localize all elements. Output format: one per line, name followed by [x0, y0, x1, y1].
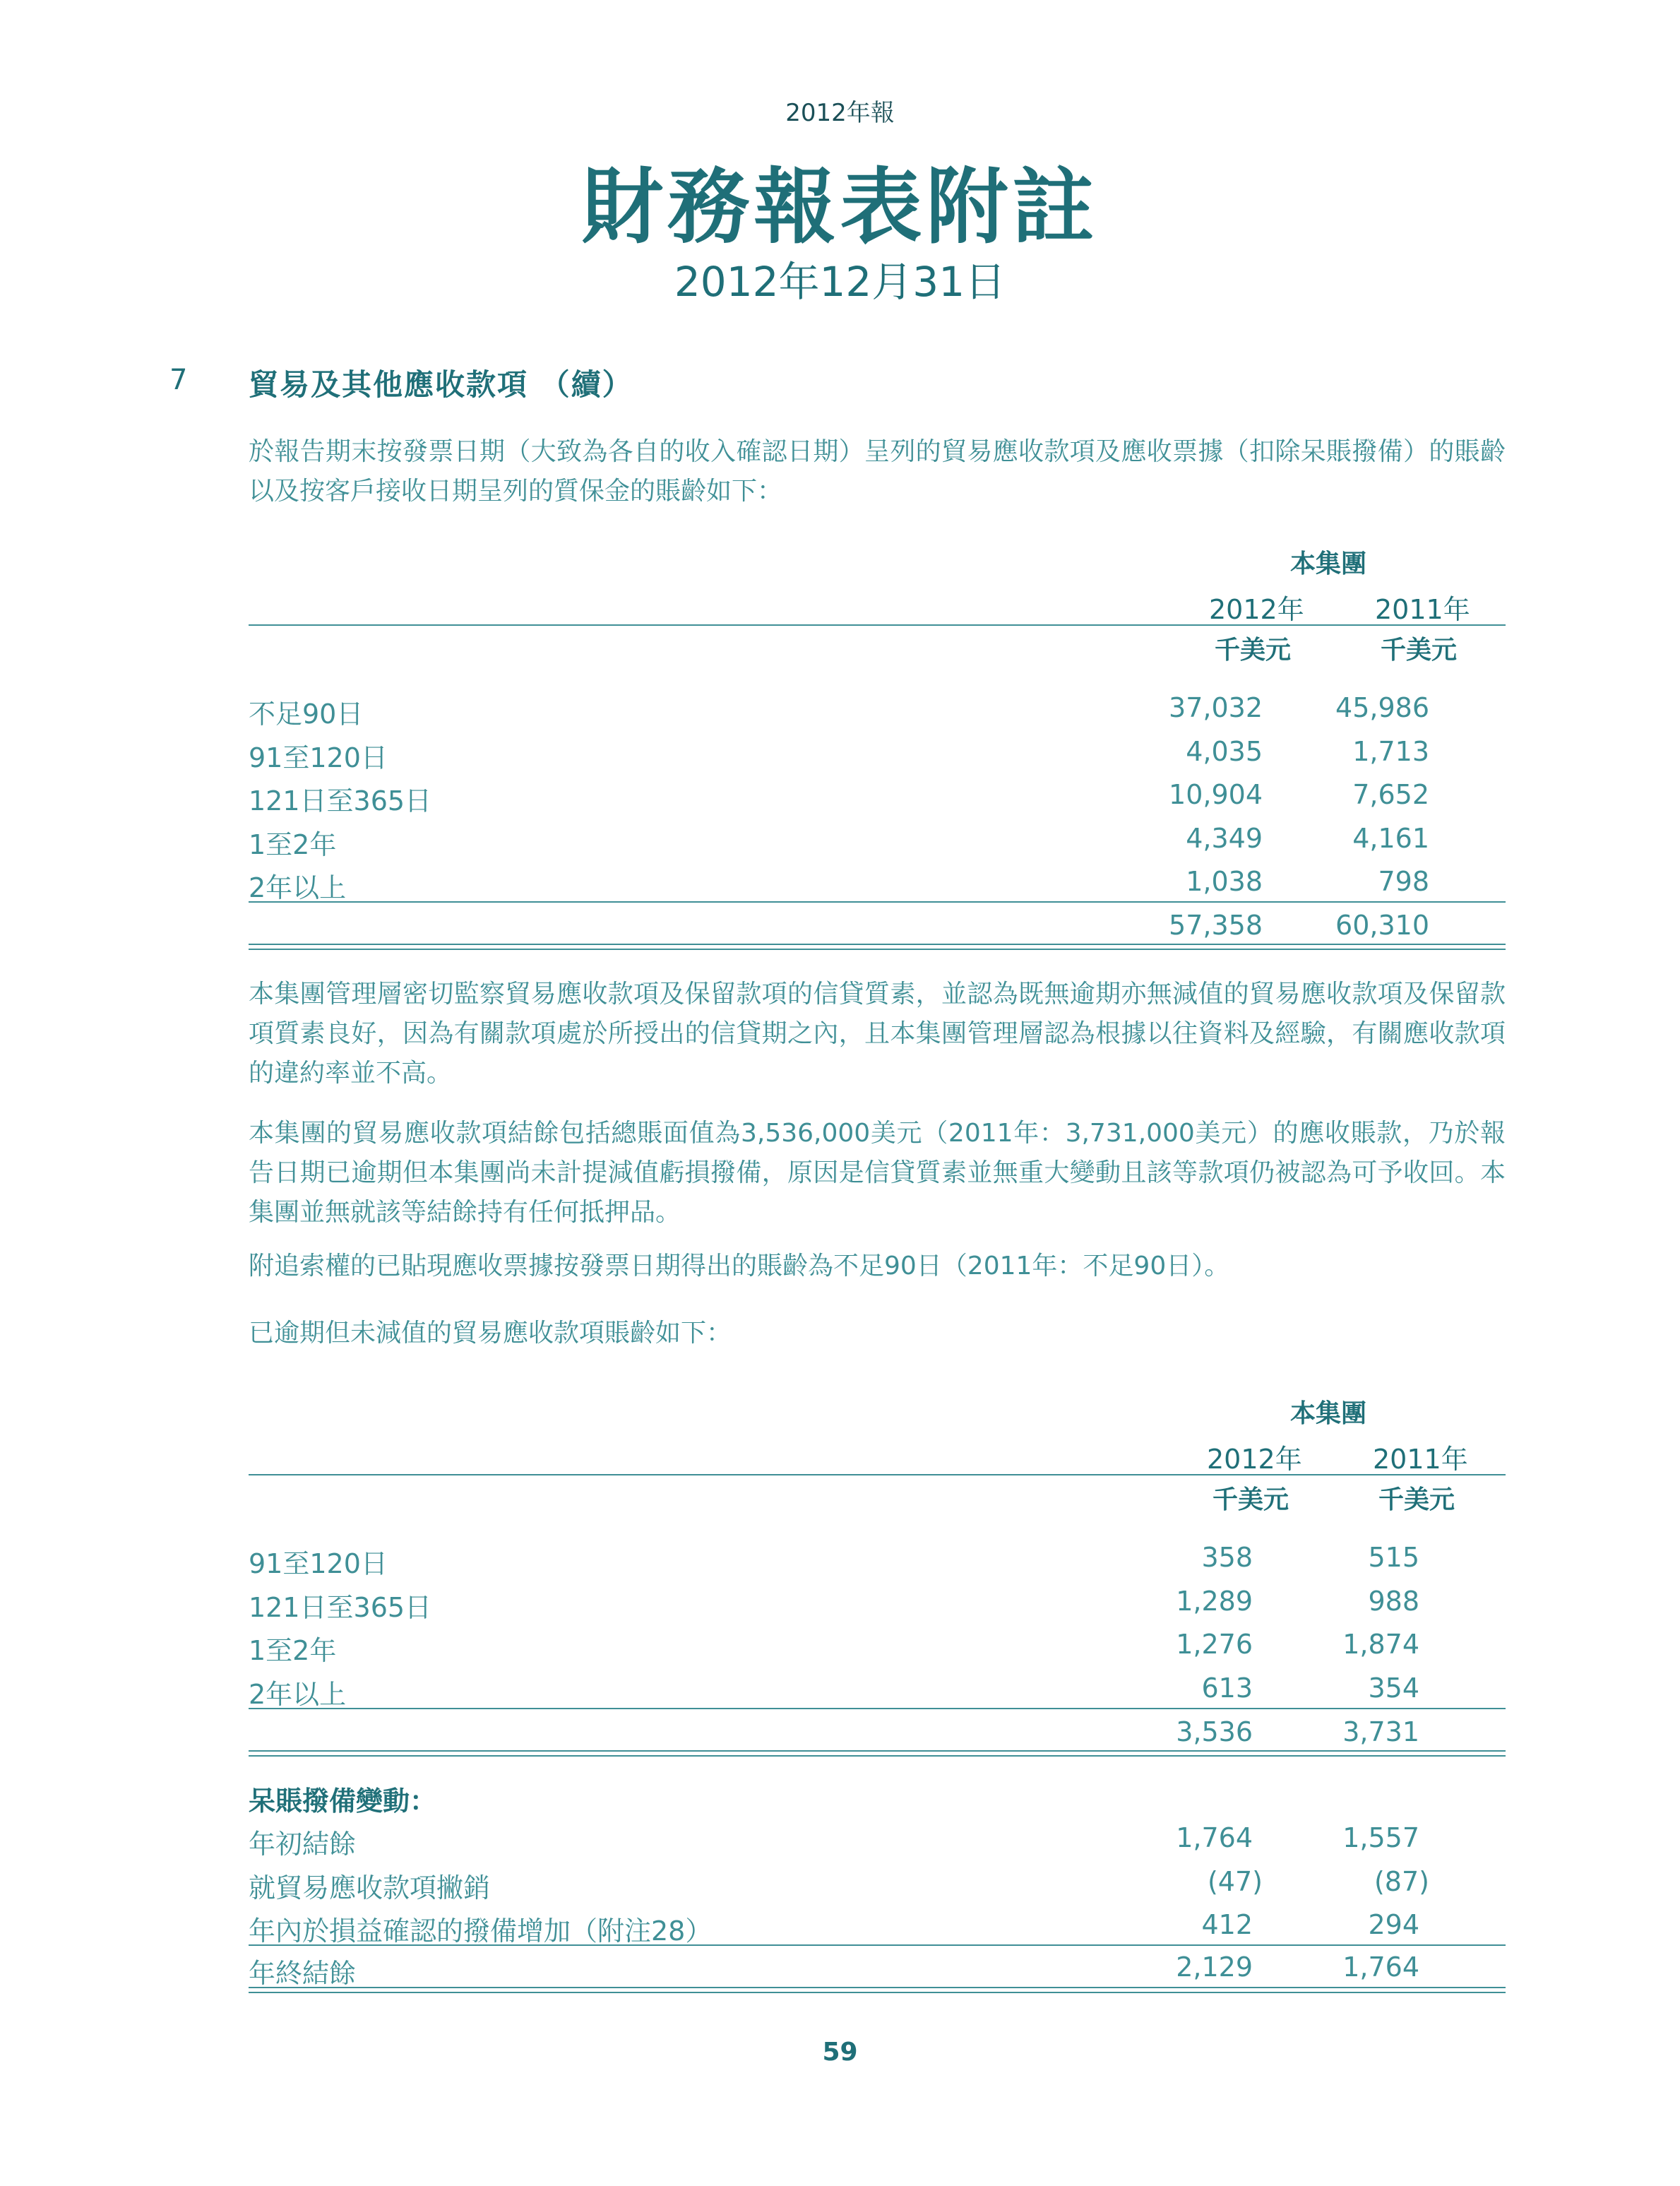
- value-2012: (47): [1207, 1866, 1263, 1897]
- value-2011: (87): [1374, 1866, 1429, 1897]
- value-2011: 1,874: [1342, 1629, 1419, 1660]
- table2-group-header: 本集團: [1290, 1399, 1367, 1428]
- value-2012: 10,904: [1169, 779, 1263, 810]
- report-label: 2012年報: [785, 99, 895, 127]
- row-label: 91至120日: [249, 1548, 388, 1579]
- table2-unit-2011: 千美元: [1378, 1485, 1455, 1514]
- row-label: 2年以上: [249, 872, 347, 903]
- closing-2012: 2,129: [1176, 1952, 1253, 1983]
- intro-paragraph: 於報告期末按發票日期（大致為各自的收入確認日期）呈列的貿易應收款項及應收票據（扣除呆賬撥備）的賬齡以及按客戶接收日期呈列的質保金的賬齡如下：: [249, 437, 1506, 506]
- value-2011: 798: [1378, 866, 1429, 897]
- table2-closing-rule: [249, 1944, 1506, 1946]
- table2-total-rule-bottom: [249, 1755, 1506, 1757]
- table2-year-2011: 2011年: [1373, 1444, 1468, 1475]
- value-2012: 4,035: [1186, 736, 1263, 767]
- total-2011: 3,731: [1342, 1716, 1419, 1747]
- value-2012: 1,038: [1186, 866, 1263, 897]
- value-2012: 37,032: [1169, 692, 1263, 723]
- section-number: 7: [169, 364, 188, 396]
- value-2011: 1,713: [1352, 736, 1429, 767]
- table2-year-2012: 2012年: [1207, 1444, 1302, 1475]
- value-2012: 1,276: [1176, 1629, 1253, 1660]
- table1-header-rule: [249, 624, 1506, 626]
- total-2012: 3,536: [1176, 1716, 1253, 1747]
- value-2012: 358: [1201, 1542, 1253, 1573]
- value-2011: 4,161: [1352, 823, 1429, 854]
- table2-subtotal-rule: [249, 1708, 1506, 1709]
- row-label: 1至2年: [249, 1635, 337, 1666]
- value-2012: 1,289: [1176, 1586, 1253, 1617]
- value-2011: 354: [1368, 1673, 1419, 1704]
- row-label: 121日至365日: [249, 785, 432, 816]
- discounted-bills-paragraph: 附追索權的已貼現應收票據按發票日期得出的賬齡為不足90日（2011年：不足90日）。: [249, 1252, 1230, 1281]
- table1-unit-2011: 千美元: [1381, 636, 1458, 665]
- table1-year-2011: 2011年: [1375, 594, 1470, 625]
- value-2011: 45,986: [1335, 692, 1429, 723]
- table2-closing-rule-bottom: [249, 1992, 1506, 1993]
- page-number: 59: [822, 2038, 858, 2067]
- table1-group-header: 本集團: [1290, 550, 1367, 578]
- value-2012: 613: [1201, 1673, 1253, 1704]
- row-label: 91至120日: [249, 742, 388, 773]
- table2-unit-2012: 千美元: [1213, 1485, 1289, 1514]
- aging-intro-paragraph: 已逾期但未減值的貿易應收款項賬齡如下：: [249, 1319, 732, 1348]
- table1-unit-2012: 千美元: [1215, 636, 1292, 665]
- section-title: 貿易及其他應收款項 （續）: [249, 367, 633, 402]
- value-2011: 1,557: [1342, 1822, 1419, 1853]
- row-label: 2年以上: [249, 1679, 347, 1710]
- value-2011: 7,652: [1352, 779, 1429, 810]
- table1-total-rule-top: [249, 944, 1506, 945]
- closing-balance-label: 年終結餘: [249, 1958, 357, 1989]
- aging-table-1: [249, 544, 1506, 954]
- page-date: 2012年12月31日: [674, 258, 1006, 306]
- table2-total-rule-top: [249, 1750, 1506, 1752]
- row-label: 年初結餘: [249, 1829, 357, 1860]
- row-label: 1至2年: [249, 829, 337, 860]
- aging-table-2: [249, 1394, 1506, 2008]
- row-label: 121日至365日: [249, 1592, 432, 1623]
- value-2011: 988: [1368, 1586, 1419, 1617]
- total-2012: 57,358: [1169, 910, 1263, 941]
- total-2011: 60,310: [1335, 910, 1429, 941]
- row-label: 就貿易應收款項撇銷: [249, 1872, 491, 1903]
- page-title: 財務報表附註: [581, 160, 1099, 255]
- row-label: 年內於損益確認的撥備增加（附注28）: [249, 1915, 713, 1947]
- value-2012: 1,764: [1176, 1822, 1253, 1853]
- value-2011: 294: [1368, 1909, 1419, 1940]
- table2-header-rule: [249, 1474, 1506, 1475]
- value-2012: 4,349: [1186, 823, 1263, 854]
- value-2012: 412: [1201, 1909, 1253, 1940]
- row-label: 不足90日: [249, 699, 364, 730]
- table1-total-rule-bottom: [249, 949, 1506, 950]
- closing-2011: 1,764: [1342, 1952, 1419, 1983]
- value-2011: 515: [1368, 1542, 1419, 1573]
- past-due-paragraph: 本集團的貿易應收款項結餘包括總賬面值為3,536,000美元（2011年：3,731,000美元）的應收賬款，乃於報告日期已逾期但本集團尚未計提減值虧損撥備，原因是信貸質素並無重大變動且該等款項仍被認為可予收回。本集團並無就該等結餘持有任何抵押品。: [249, 1119, 1506, 1227]
- table2-closing-rule-top: [249, 1987, 1506, 1988]
- table1-subtotal-rule: [249, 901, 1506, 903]
- credit-quality-paragraph: 本集團管理層密切監察貿易應收款項及保留款項的信貸質素，並認為既無逾期亦無減值的貿易應收款項及保留款項質素良好，因為有關款項處於所授出的信貸期之內，且本集團管理層認為根據以往資料及經驗，有關應收款項的違約率並不高。: [249, 980, 1506, 1088]
- allowance-movement-title: 呆賬撥備變動：: [249, 1786, 437, 1817]
- table1-year-2012: 2012年: [1209, 594, 1304, 625]
